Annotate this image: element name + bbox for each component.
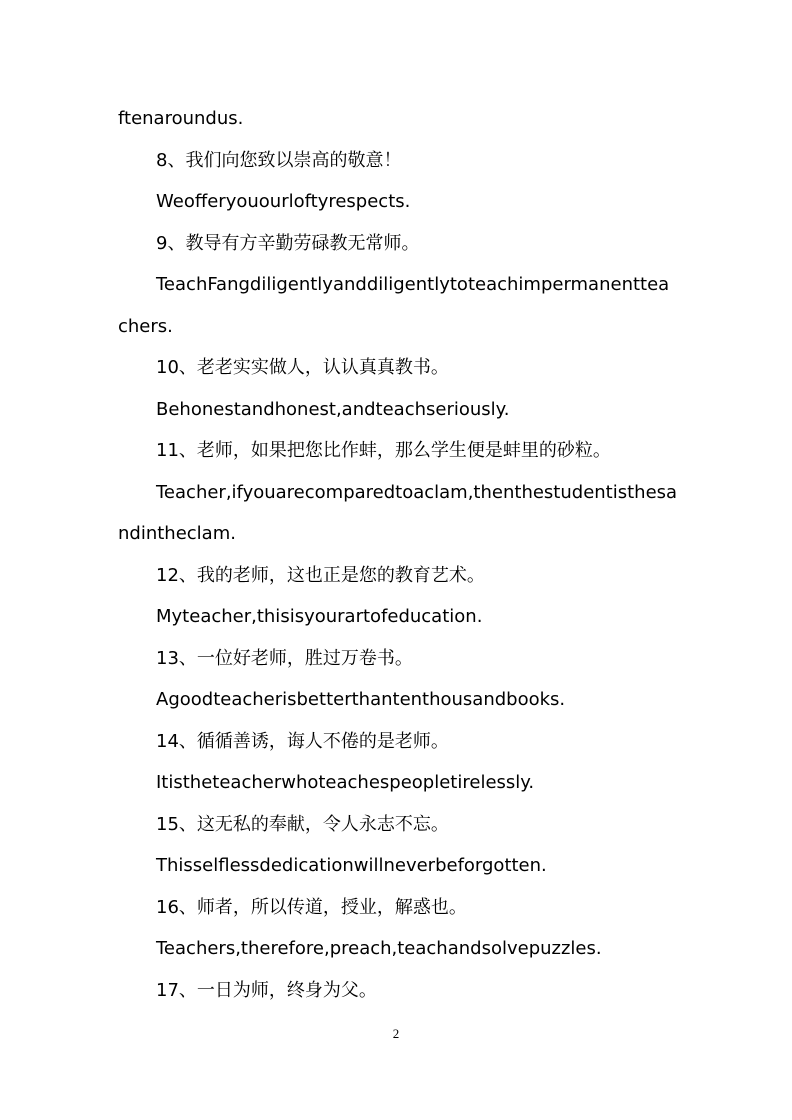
text-line: 16、师者，所以传道，授业，解惑也。 [156,896,467,918]
text-line: Weofferyouourloftyrespects. [156,191,411,212]
text-line: ftenaroundus. [118,108,244,129]
text-line: Teachers,therefore,preach,teachandsolvepuzzles. [156,938,602,959]
text-line: Itistheteacherwhoteachespeopletirelessly. [156,772,535,793]
text-line: 17、一日为师，终身为父。 [156,979,377,1001]
text-line: 11、老师，如果把您比作蚌，那么学生便是蚌里的砂粒。 [156,440,611,461]
page-number: 2 [392,1026,400,1041]
text-line: Behonestandhonest,andteachseriously. [156,398,510,420]
text-line: TeachFangdiligentlyanddiligentlytoteachimpermanenttea [156,274,670,295]
text-line: 14、循循善诱，诲人不倦的是老师。 [156,730,449,752]
text-line: 8、我们向您致以崇高的敬意！ [156,149,402,171]
text-line: chers. [118,315,173,337]
text-line: 15、这无私的奉献，令人永志不忘。 [156,813,449,835]
text-line: Thisselflessdedicationwillneverbeforgotten. [156,855,547,876]
text-line: Teacher,ifyouarecomparedtoaclam,thenthestudentisthesa [156,481,678,503]
text-line: 9、教导有方辛勤劳碌教无常师。 [156,232,420,254]
body-text [118,103,678,1016]
text-line: Myteacher,thisisyourartofeducation. [156,606,483,627]
text-line: 13、一位好老师，胜过万卷书。 [156,647,413,669]
text-line: 10、老老实实做人，认认真真教书。 [156,357,449,378]
text-line: ndintheclam. [118,523,236,544]
text-line: 12、我的老师，这也正是您的教育艺术。 [156,564,485,586]
text-line: Agoodteacherisbetterthantenthousandbooks. [156,689,566,710]
